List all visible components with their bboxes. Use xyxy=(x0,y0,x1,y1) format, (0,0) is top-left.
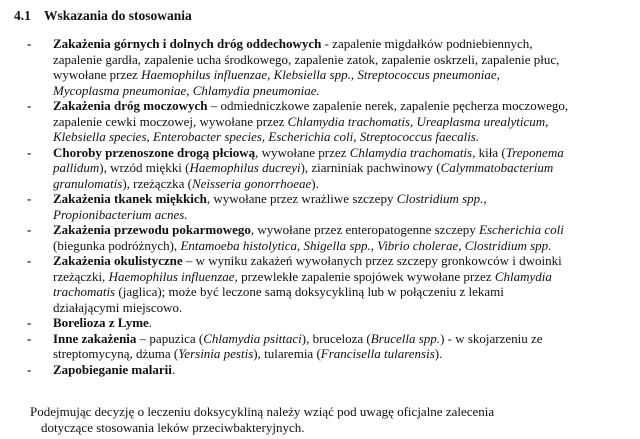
pathogen-name: Yersinia pestis xyxy=(178,346,254,361)
bullet-dash: - xyxy=(27,36,32,51)
list-item xyxy=(0,362,623,378)
text-line xyxy=(53,269,623,285)
text-segment: , kiła ( xyxy=(472,144,506,160)
list-item-text xyxy=(53,315,623,331)
list-item-text xyxy=(53,98,623,145)
text-segment: ), rzeżączka ( xyxy=(122,175,192,191)
text-segment: streptomycyną, dżuma ( xyxy=(53,346,179,361)
text-segment: , wywołane przez wrażliwe szczepy xyxy=(206,191,397,206)
text-line xyxy=(53,129,623,145)
text-line xyxy=(53,207,623,223)
text-line xyxy=(53,98,623,114)
pathogen-name: Haemophilus ducreyi xyxy=(189,160,301,175)
text-line xyxy=(53,300,623,316)
text-line xyxy=(53,238,623,254)
text-segment: , przewlekłe zapalenie spojówek wywołane przez xyxy=(234,268,495,284)
text-segment: ), wrzód miękki ( xyxy=(99,160,190,175)
pathogen-name: Treponema xyxy=(505,144,564,160)
text-line xyxy=(53,52,623,68)
text-segment: . xyxy=(148,315,153,330)
bullet-dash: - xyxy=(27,253,32,268)
list-item xyxy=(0,253,623,315)
indications-list xyxy=(0,36,640,377)
text-line xyxy=(53,160,623,176)
list-item-text xyxy=(53,253,623,315)
text-segment: (jaglica); może być leczone samą doksycykliną lub w połączeniu z lekami xyxy=(115,284,504,299)
text-segment: , wywołane przez enteropatogenne szczepy xyxy=(250,222,479,237)
pathogen-name: pallidum xyxy=(53,160,100,175)
section-title: Wskazania do stosowania xyxy=(44,8,192,23)
bullet-dash: - xyxy=(27,361,32,377)
list-item xyxy=(0,315,623,331)
bullet-dash: - xyxy=(27,330,32,346)
pathogen-name: Francisella tularensis xyxy=(320,346,435,361)
text-line xyxy=(53,362,623,378)
closing-paragraph xyxy=(30,404,494,436)
pathogen-name: Haemophilus influenzae, Klebsiella spp., Streptococcus pneumoniae, xyxy=(141,67,500,82)
text-segment: – odmiedniczkowe zapalenie nerek, zapalenie pęcherza moczowego, xyxy=(207,98,569,113)
indication-title: Borelioza z Lyme xyxy=(53,315,149,330)
list-item-text xyxy=(53,222,623,253)
list-item-text xyxy=(53,36,623,98)
bullet-dash: - xyxy=(27,315,32,330)
text-segment: ), tularemia ( xyxy=(253,346,321,361)
text-segment: działającymi miejscowo. xyxy=(53,299,183,315)
pathogen-name: Chlamydia trachomatis xyxy=(349,144,473,160)
text-segment: zapalenie cewki moczowej, wywołane przez xyxy=(53,113,288,129)
pathogen-name: Neisseria gonorrhoeae xyxy=(191,175,312,191)
list-item xyxy=(0,36,623,98)
bullet-dash: - xyxy=(27,144,32,160)
pathogen-name: Mycoplasma pneumoniae, Chlamydia pneumoniae. xyxy=(53,82,320,98)
text-segment: . xyxy=(171,361,176,377)
indication-title: Zakażenia okulistyczne xyxy=(53,253,183,268)
pathogen-name: Escherichia coli xyxy=(479,222,564,237)
text-segment: - zapalenie migdałków podniebiennych, xyxy=(321,36,533,51)
pathogen-name: Klebsiella species, Enterobacter species, Escherichia coli, Streptococcus faecalis. xyxy=(53,129,480,144)
indication-title: Zakażenia górnych i dolnych dróg oddechowych xyxy=(53,36,322,51)
pathogen-name: Calymmatobacterium xyxy=(440,160,554,175)
text-line xyxy=(53,145,623,161)
text-line xyxy=(53,36,623,52)
pathogen-name: Clostridium spp., xyxy=(396,191,487,206)
text-line xyxy=(53,191,623,207)
pathogen-name: Chlamydia trachomatis, Ureaplasma urealyticum, xyxy=(287,113,549,129)
text-line xyxy=(53,284,623,300)
pathogen-name: Haemophilus influenzae xyxy=(108,268,235,284)
pathogen-name: Brucella spp. xyxy=(370,330,441,346)
indication-title: Choroby przenoszone drogą płciową xyxy=(53,144,256,160)
text-line xyxy=(53,222,623,238)
indication-title: Zakażenia tkanek miękkich xyxy=(53,191,207,206)
pathogen-name: Propionibacterium acnes. xyxy=(53,206,188,222)
list-item-text xyxy=(53,191,623,222)
section-number: 4.1 xyxy=(14,8,31,23)
list-item-text xyxy=(53,145,623,192)
text-line xyxy=(53,346,623,362)
text-segment: , wywołane przez xyxy=(255,144,350,160)
text-segment: ) - w skojarzeniu ze xyxy=(440,330,543,346)
list-item-text xyxy=(53,362,623,378)
text-segment: – w wyniku zakażeń wywołanych przez szczepy gronkowców i dwoinki xyxy=(182,253,562,268)
text-line xyxy=(53,83,623,99)
text-segment: (biegunka podróżnych), xyxy=(53,237,181,253)
indication-title: Zapobieganie malarii xyxy=(53,361,172,377)
list-item xyxy=(0,222,623,253)
text-segment: ), ziarniniak pachwinowy ( xyxy=(300,160,441,175)
text-line xyxy=(53,67,623,83)
pathogen-name: trachomatis xyxy=(53,284,116,299)
text-line xyxy=(53,253,623,269)
indication-title: Zakażenia przewodu pokarmowego xyxy=(53,222,251,237)
text-line xyxy=(53,315,623,331)
text-segment: ), bruceloza ( xyxy=(301,330,371,346)
text-segment: ). xyxy=(311,175,319,191)
list-item xyxy=(0,331,623,362)
closing-line: Podejmując decyzję o leczeniu doksycykliną należy wziąć pod uwagę oficjalne zalecenia xyxy=(30,404,495,419)
bullet-dash: - xyxy=(27,98,32,113)
closing-line: dotyczące stosowania leków przeciwbakteryjnych. xyxy=(41,420,305,435)
text-segment: ). xyxy=(434,346,443,361)
list-item xyxy=(0,191,623,222)
indication-title: Inne zakażenia xyxy=(53,330,137,346)
list-item xyxy=(0,98,623,145)
section-heading xyxy=(14,8,192,24)
text-line xyxy=(53,176,623,192)
pathogen-name: granulomatis xyxy=(53,175,123,191)
list-item-text xyxy=(53,331,623,362)
text-segment: wywołane przez xyxy=(53,67,142,82)
pathogen-name: Chlamydia psittaci xyxy=(203,330,302,346)
bullet-dash: - xyxy=(27,222,32,237)
indication-title: Zakażenia dróg moczowych xyxy=(53,98,208,113)
text-segment: zapalenie gardła, zapalenie ucha środkowego, zapalenie zatok, zapalenie oskrzeli, zapalenie płuc, xyxy=(53,51,560,67)
text-segment: – papuzica ( xyxy=(136,330,204,346)
bullet-dash: - xyxy=(27,191,32,206)
pathogen-name: Chlamydia xyxy=(494,268,552,284)
text-segment: rzeżączki, xyxy=(53,268,109,284)
pathogen-name: Entamoeba histolytica, Shigella spp., Vibrio cholerae, Clostridium spp. xyxy=(180,237,552,253)
text-line xyxy=(53,331,623,347)
text-line xyxy=(53,114,623,130)
list-item xyxy=(0,145,623,192)
